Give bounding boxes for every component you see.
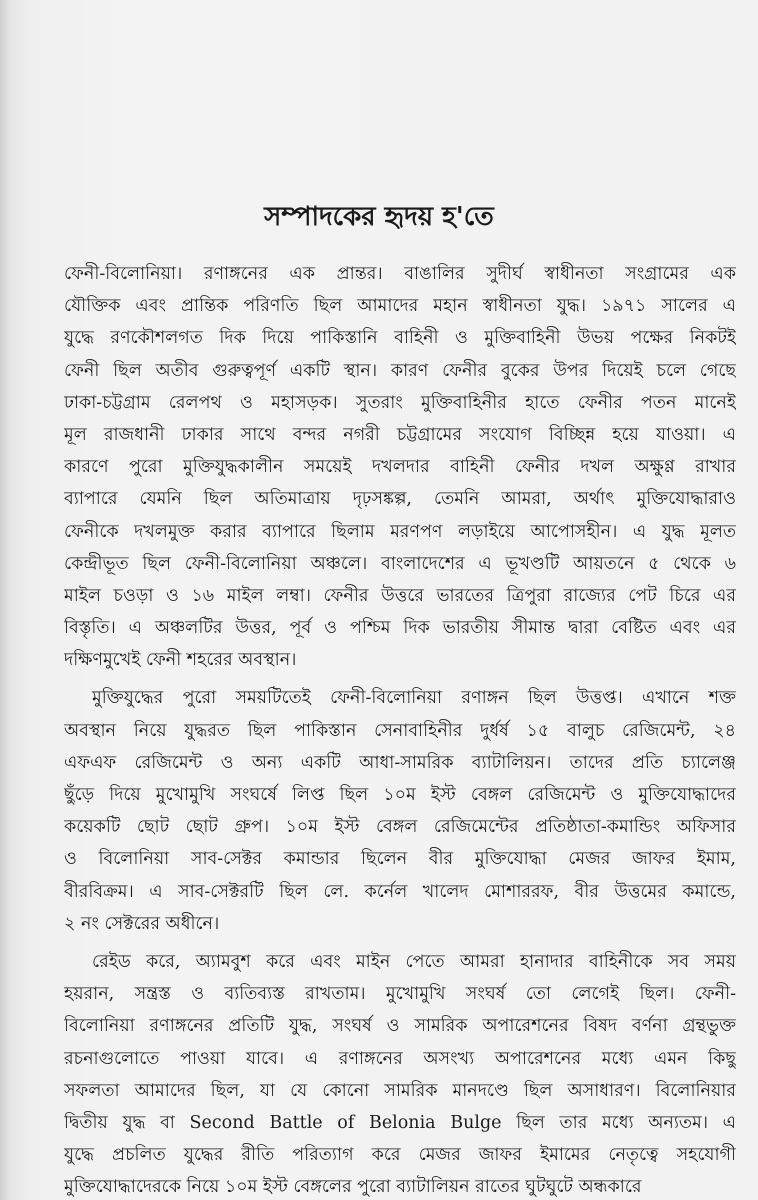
text-line: মুক্তিযোদ্ধাদেরকে নিয়ে ১০ম ইস্ট বেঙ্গলের পুরো ব্যাটালিয়ন রাতের ঘুটঘুটে অন্ধকারে: [64, 1177, 642, 1198]
text-line: ও বিলোনিয়া সাব-সেক্টর কমান্ডার ছিলেন বীর মুক্তিযোদ্ধা মেজর জাফর ইমাম,: [64, 849, 736, 870]
text-line: এফএফ রেজিমেন্ট ও অন্য একটি আধা-সামরিক ব্যাটালিয়ন। তাদের প্রতি চ্যালেঞ্জ: [64, 752, 736, 773]
text-line: যুদ্ধে প্রচলিত যুদ্ধের রীতি পরিত্যাগ করে মেজর জাফর ইমামের নেতৃত্বে সহযোগী: [64, 1145, 736, 1166]
text-line: বিস্তৃতি। এ অঞ্চলটির উত্তর, পূর্ব ও পশ্চিম দিক ভারতীয় সীমান্ত দ্বারা বেষ্টিত এবং এর: [64, 618, 736, 639]
text-line: ফেনীকে দখলমুক্ত করার ব্যাপারে ছিলাম মরণপণ লড়াইয়ে আপোসহীন। এ যুদ্ধ মূলত: [64, 521, 736, 542]
text-line: সফলতা আমাদের ছিল, যা যে কোনো সামরিক মানদণ্ডে ছিল অসাধারণ। বিলোনিয়ার: [64, 1080, 736, 1101]
paragraph: [64, 258, 736, 676]
text-line: মুক্তিযুদ্ধের পুরো সময়টিতেই ফেনী-বিলোনিয়া রণাঙ্গন ছিল উত্তপ্ত। এখানে শক্ত: [92, 688, 736, 709]
body-text: [64, 258, 736, 1200]
text-line: মূল রাজধানী ঢাকার সাথে বন্দর নগরী চট্টগ্রামের সংযোগ বিচ্ছিন্ন হয়ে যাওয়া। এ: [64, 424, 736, 445]
page-title: সম্পাদকের হৃদয় হ'তে: [264, 202, 494, 232]
text-line: ফেনী ছিল অতীব গুরুত্বপূর্ণ একটি স্থান। কারণ ফেনীর বুকের উপর দিয়েই চলে গেছে: [64, 360, 736, 381]
text-line: রেইড করে, অ্যামবুশ করে এবং মাইন পেতে আমরা হানাদার বাহিনীকে সব সময়: [92, 951, 736, 972]
text-line: দ্বিতীয় যুদ্ধ বা Second Battle of Belonia Bulge ছিল তার মধ্যে অন্যতম। এ: [64, 1112, 736, 1133]
text-line: কারণে পুরো মুক্তিযুদ্ধকালীন সময়েই দখলদার বাহিনী ফেনীর দখল অক্ষুণ্ণ রাখার: [64, 457, 736, 478]
text-line: হয়রান, সন্ত্রস্ত ও ব্যতিব্যস্ত রাখতাম। মুখোমুখি সংঘর্ষ তো লেগেই ছিল। ফেনী-: [64, 984, 736, 1005]
text-line: কয়েকটি ছোট ছোট গ্রুপ। ১০ম ইস্ট বেঙ্গল রেজিমেন্টের প্রতিষ্ঠাতা-কমান্ডিং অফিসার: [64, 817, 736, 838]
text-line: অবস্থান নিয়ে যুদ্ধরত ছিল পাকিস্তান সেনাবাহিনীর দুর্ধর্ষ ১৫ বালুচ রেজিমেন্ট, ২৪: [64, 720, 736, 741]
text-line: ২ নং সেক্টরের অধীনে।: [64, 913, 220, 934]
text-line: ছুঁড়ে দিয়ে মুখোমুখি সংঘর্ষে লিপ্ত ছিল ১০ম ইস্ট বেঙ্গল রেজিমেন্ট ও মুক্তিযোদ্ধাদের: [64, 785, 736, 805]
text-line: বিলোনিয়া রণাঙ্গনের প্রতিটি যুদ্ধ, সংঘর্ষ ও সামরিক অপারেশনের বিষদ বর্ণনা গ্রন্থভুক্ত: [64, 1016, 736, 1037]
text-line: বীরবিক্রম। এ সাব-সেক্টরটি ছিল লে. কর্নেল খালেদ মোশাররফ, বীর উত্তমের কমান্ডে,: [64, 881, 736, 902]
text-line: কেন্দ্রীভূত ছিল ফেনী-বিলোনিয়া অঞ্চলে। বাংলাদেশের এ ভূখণ্ডটি আয়তনে ৫ থেকে ৬: [64, 553, 736, 574]
text-line: যৌক্তিক এবং প্রান্তিক পরিণতি ছিল আমাদের মহান স্বাধীনতা যুদ্ধ। ১৯৭১ সালের এ: [64, 296, 736, 317]
text-line: ব্যাপারে যেমনি ছিল অতিমাত্রায় দৃঢ়সঙ্কল্প, তেমনি আমরা, অর্থাৎ মুক্তিযোদ্ধারাও: [64, 489, 736, 510]
paragraph: [64, 946, 736, 1200]
text-line: যুদ্ধে রণকৌশলগত দিক দিয়ে পাকিস্তানি বাহিনী ও মুক্তিবাহিনী উভয় পক্ষের নিকটই: [64, 328, 736, 349]
text-line: ফেনী-বিলোনিয়া। রণাঙ্গনের এক প্রান্তর। বাঙালির সুদীর্ঘ স্বাধীনতা সংগ্রামের এক: [64, 264, 736, 284]
text-line: ঢাকা-চট্টগ্রাম রেলপথ ও মহাসড়ক। সুতরাং মুক্তিবাহিনীর হাতে ফেনীর পতন মানেই: [64, 392, 736, 413]
text-line: মাইল চওড়া ও ১৬ মাইল লম্বা। ফেনীর উত্তরে ভারতের ত্রিপুরা রাজ্যের পেট চিরে এর: [64, 585, 736, 606]
text-line: দক্ষিণমুখেই ফেনী শহরের অবস্থান।: [64, 650, 297, 671]
text-line: রচনাগুলোতে পাওয়া যাবে। এ রণাঙ্গনের অসংখ্য অপারেশনের মধ্যে এমন কিছু: [64, 1048, 736, 1069]
paragraph: [64, 682, 736, 940]
